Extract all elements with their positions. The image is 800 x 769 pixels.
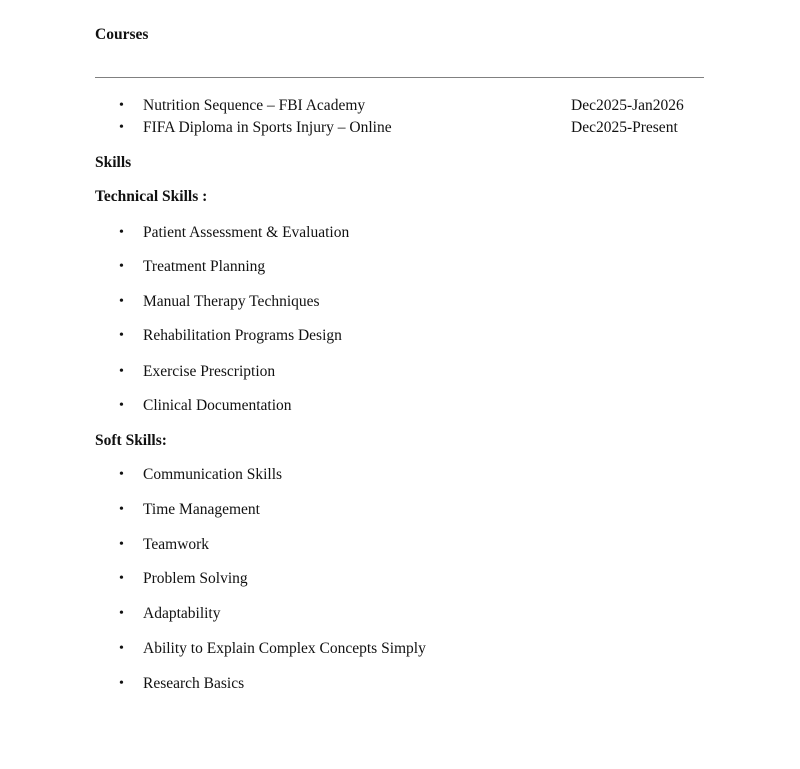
course-dates: Dec2025-Present [571, 119, 678, 136]
bullet-icon: • [119, 606, 124, 621]
skill-label: Communication Skills [143, 466, 283, 483]
list-item [0, 257, 800, 277]
bullet-icon: • [119, 120, 124, 135]
bullet-icon: • [119, 467, 124, 482]
bullet-icon: • [119, 537, 124, 552]
course-item [0, 96, 800, 116]
list-item [0, 535, 800, 555]
skill-label: Problem Solving [143, 570, 248, 587]
list-item [0, 465, 800, 485]
list-item [0, 639, 800, 659]
list-item [0, 674, 800, 694]
bullet-icon: • [119, 294, 124, 309]
skill-label: Treatment Planning [143, 258, 266, 275]
bullet-icon: • [119, 364, 124, 379]
bullet-icon: • [119, 225, 124, 240]
list-item [0, 362, 800, 382]
list-item [0, 569, 800, 589]
list-item [0, 223, 800, 243]
course-title: Nutrition Sequence – FBI Academy [143, 97, 366, 114]
bullet-icon: • [119, 641, 124, 656]
section-divider [95, 77, 704, 78]
bullet-icon: • [119, 398, 124, 413]
skills-heading: Skills [95, 154, 132, 171]
skill-label: Rehabilitation Programs Design [143, 327, 342, 344]
list-item [0, 500, 800, 520]
bullet-icon: • [119, 502, 124, 517]
skill-label: Research Basics [143, 675, 245, 692]
skill-label: Patient Assessment & Evaluation [143, 224, 350, 241]
skill-label: Adaptability [143, 605, 221, 622]
skill-label: Ability to Explain Complex Concepts Simply [143, 640, 426, 657]
bullet-icon: • [119, 571, 124, 586]
list-item [0, 326, 800, 346]
skill-label: Time Management [143, 501, 260, 518]
skill-label: Clinical Documentation [143, 397, 292, 414]
technical-skills-heading: Technical Skills : [95, 188, 208, 205]
list-item [0, 396, 800, 416]
course-title: FIFA Diploma in Sports Injury – Online [143, 119, 392, 136]
skill-label: Manual Therapy Techniques [143, 293, 320, 310]
list-item [0, 604, 800, 624]
bullet-icon: • [119, 676, 124, 691]
bullet-icon: • [119, 259, 124, 274]
list-item [0, 292, 800, 312]
course-item [0, 118, 800, 138]
skill-label: Teamwork [143, 536, 210, 553]
bullet-icon: • [119, 328, 124, 343]
soft-skills-heading: Soft Skills: [95, 432, 167, 449]
course-dates: Dec2025-Jan2026 [571, 97, 684, 114]
skill-label: Exercise Prescription [143, 363, 276, 380]
bullet-icon: • [119, 98, 124, 113]
courses-heading: Courses [95, 26, 149, 43]
